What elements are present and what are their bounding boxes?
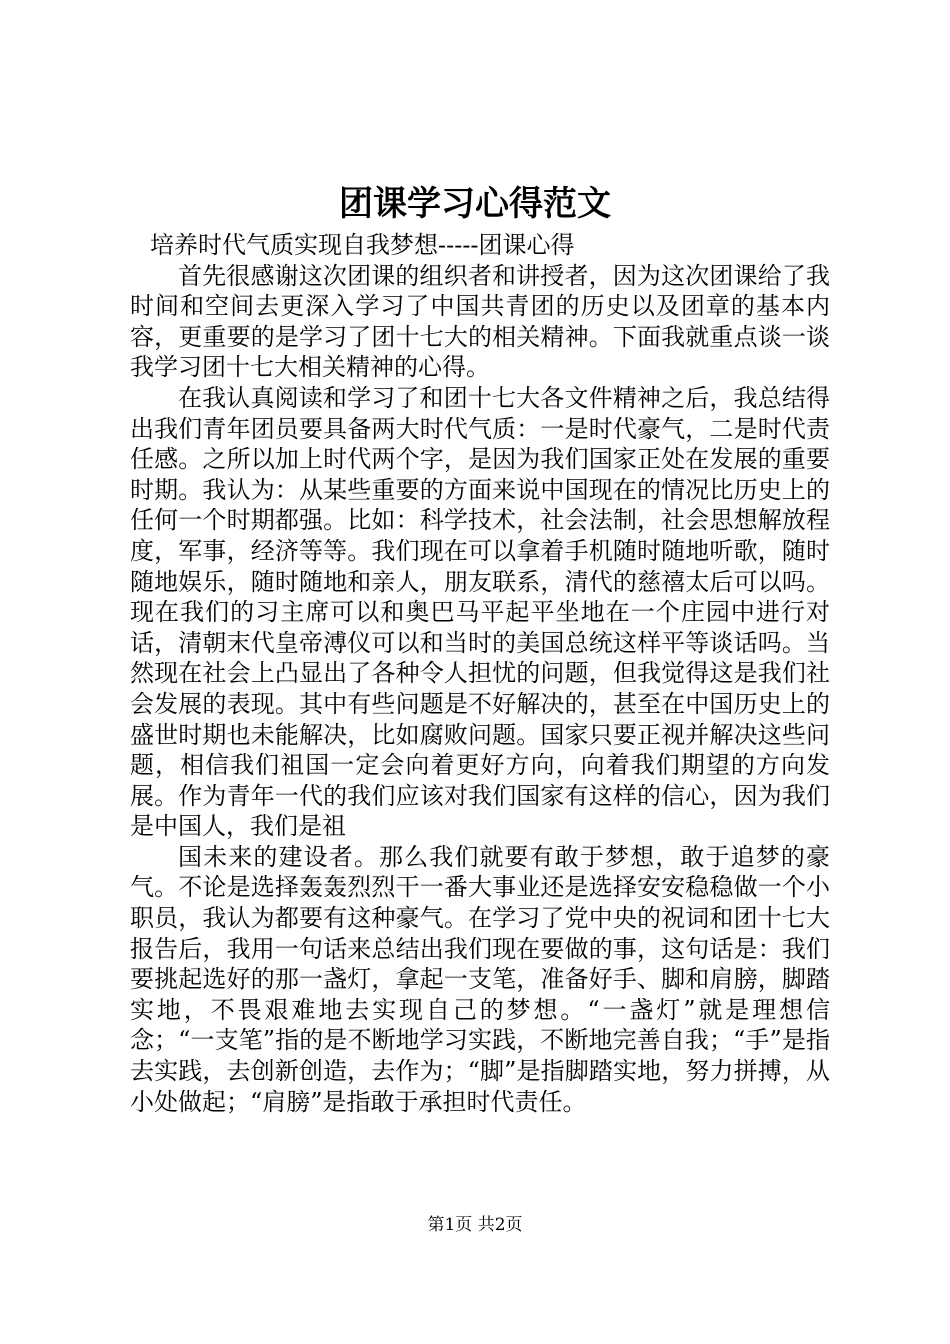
paragraph-1: 首先很感谢这次团课的组织者和讲授者，因为这次团课给了我时间和空间去更深入学习了中国共青团的历史以及团章的基本内容，更重要的是学习了团十七大的相关精神。下面我就重点谈一谈我学习团十七大相关精神的心得。 <box>130 261 830 382</box>
page-footer: 第1页 共2页 <box>427 1215 523 1235</box>
document-body <box>130 230 830 1117</box>
paragraph-2: 在我认真阅读和学习了和团十七大各文件精神之后，我总结得出我们青年团员要具备两大时代气质：一是时代豪气，二是时代责任感。之所以加上时代两个字，是因为我们国家正处在发展的重要时期。我认为：从某些重要的方面来说中国现在的情况比历史上的任何一个时期都强。比如：科学技术，社会法制，社会思想解放程度，军事，经济等等。我们现在可以拿着手机随时随地听歌，随时随地娱乐，随时随地和亲人，朋友联系，清代的慈禧太后可以吗。现在我们的习主席可以和奥巴马平起平坐地在一个庄园中进行对话，清朝末代皇帝溥仪可以和当时的美国总统这样平等谈话吗。当然现在社会上凸显出了各种令人担忧的问题，但我觉得这是我们社会发展的表现。其中有些问题是不好解决的，甚至在中国历史上的盛世时期也未能解决，比如腐败问题。国家只要正视并解决这些问题，相信我们祖国一定会向着更好方向，向着我们期望的方向发展。作为青年一代的我们应该对我们国家有这样的信心，因为我们是中国人，我们是祖 <box>130 383 830 841</box>
paragraph-3: 国未来的建设者。那么我们就要有敢于梦想，敢于追梦的豪气。不论是选择轰轰烈烈干一番大事业还是选择安安稳稳做一个小职员，我认为都要有这种豪气。在学习了党中央的祝词和团十七大报告后，我用一句话来总结出我们现在要做的事，这句话是：我们要挑起选好的那一盏灯，拿起一支笔，准备好手、脚和肩膀，脚踏实地，不畏艰难地去实现自己的梦想。“一盏灯”就是理想信念；“一支笔”指的是不断地学习实践，不断地完善自我；“手”是指去实践，去创新创造，去作为；“脚”是指脚踏实地，努力拼搏，从小处做起；“肩膀”是指敢于承担时代责任。 <box>130 842 830 1116</box>
document-title: 团课学习心得范文 <box>339 184 611 224</box>
document-subtitle: 培养时代气质实现自我梦想-----团课心得 <box>150 231 575 259</box>
